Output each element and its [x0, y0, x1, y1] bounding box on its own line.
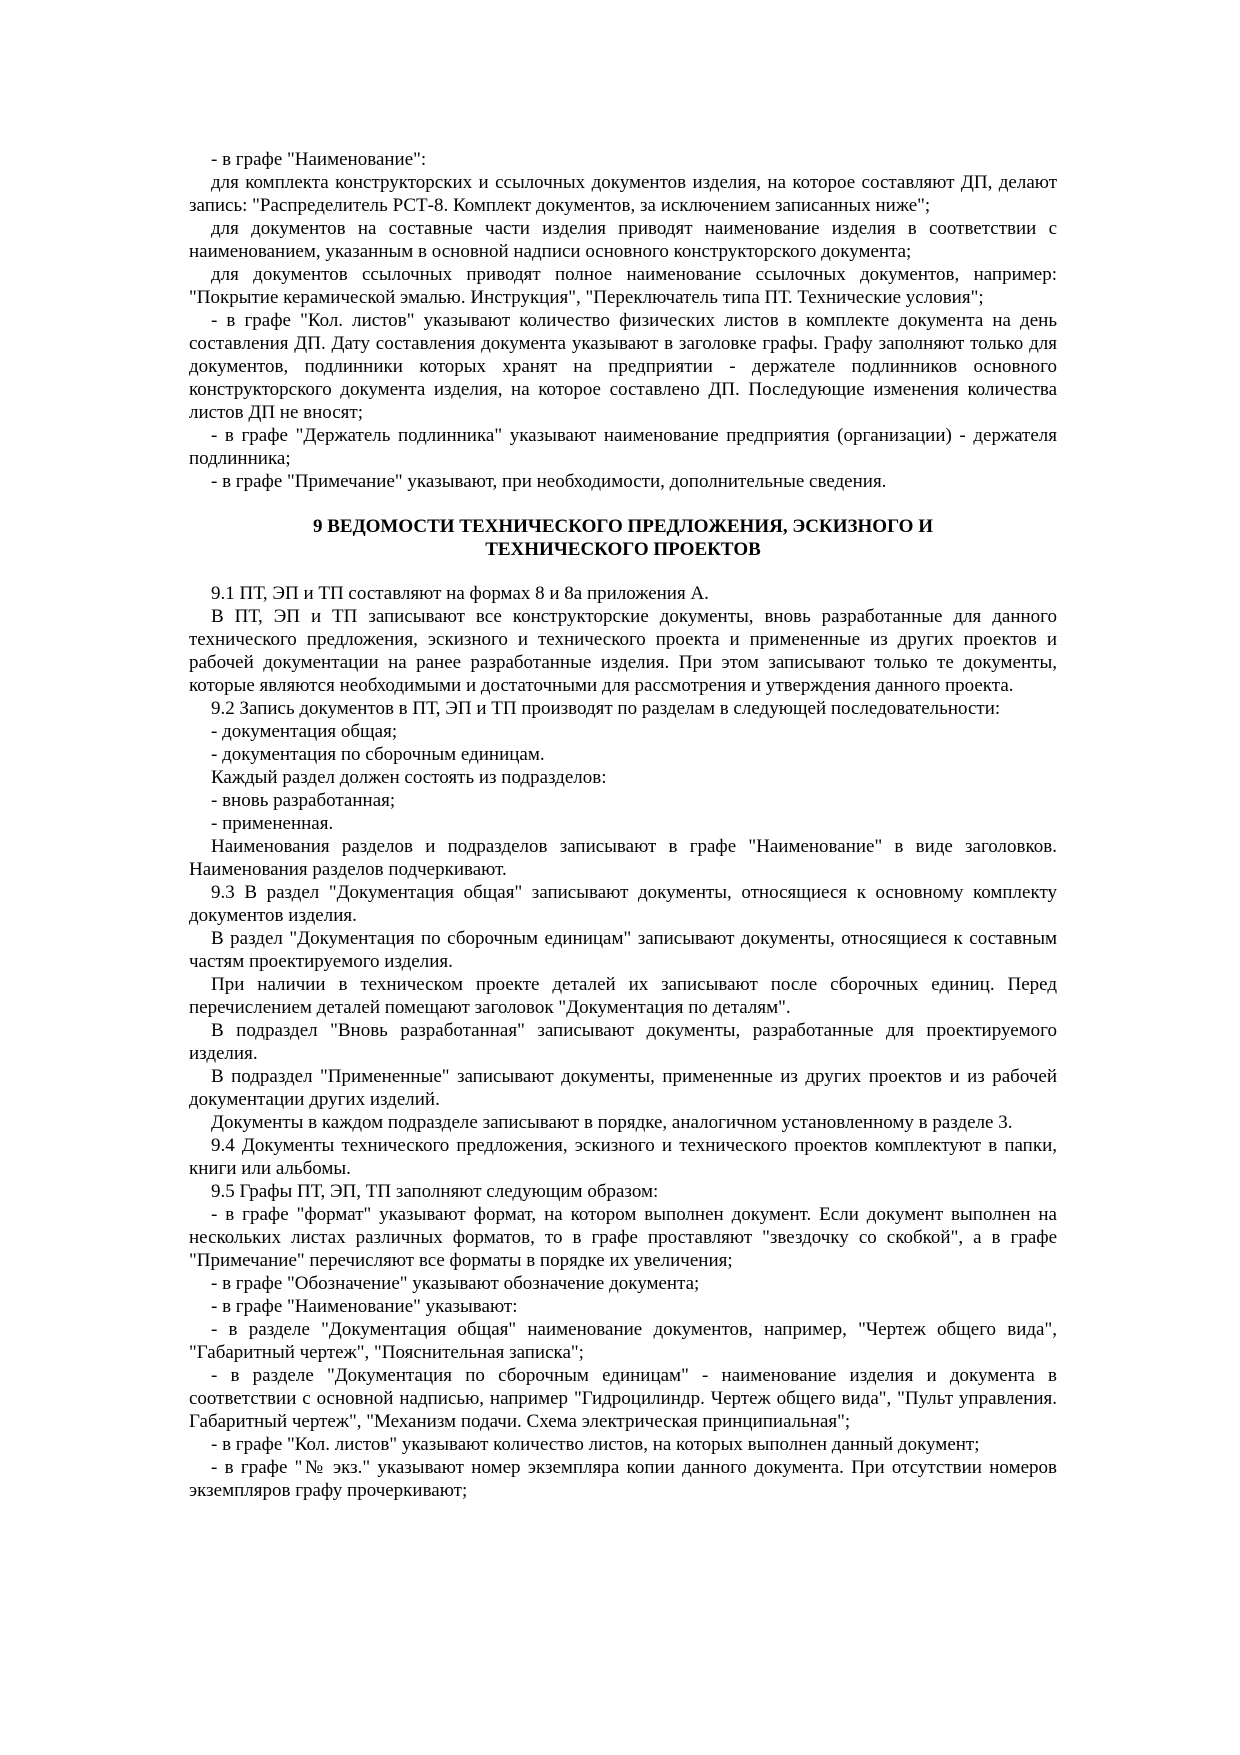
paragraph: В ПТ, ЭП и ТП записывают все конструкторские документы, вновь разработанные для данного технического предложения, эскизного и технического проекта и примененные из других проектов и рабочей документации на ранее разработанные изделия. При этом записывают только те документы, которые являются необходимыми и достаточными для рассмотрения и утверждения данного проекта.	[189, 606, 1057, 696]
paragraph: для комплекта конструкторских и ссылочных документов изделия, на которое составляют ДП, делают запись: "Распределитель РСТ-8. Комплект документов, за исключением записанных ниже";	[189, 172, 1057, 216]
paragraph: для документов ссылочных приводят полное наименование ссылочных документов, например: "Покрытие керамической эмалью. Инструкция", "Переключатель типа ПТ. Технические условия";	[189, 264, 1057, 308]
list-item: - документация по сборочным единицам.	[211, 744, 545, 765]
paragraph: Каждый раздел должен состоять из подразделов:	[211, 767, 607, 788]
list-item: - в графе "Кол. листов" указывают количество листов, на которых выполнен данный документ;	[211, 1434, 980, 1455]
document-page	[189, 148, 1057, 1502]
list-item: - в разделе "Документация по сборочным единицам" - наименование изделия и документа в соответствии с основной надписью, например "Гидроцилиндр. Чертеж общего вида", "Пульт управления. Габаритный чертеж", "Механизм подачи. Схема электрическая принципиальная";	[189, 1365, 1057, 1432]
list-item: - примененная.	[211, 813, 334, 834]
section-heading-line-2: ТЕХНИЧЕСКОГО ПРОЕКТОВ	[485, 539, 761, 560]
paragraph: Документы в каждом подразделе записывают в порядке, аналогичном установленному в разделе 3.	[211, 1112, 1013, 1133]
list-item: - в графе "Наименование" указывают:	[211, 1296, 518, 1317]
paragraph: 9.4 Документы технического предложения, эскизного и технического проектов комплектуют в папки, книги или альбомы.	[189, 1135, 1057, 1179]
paragraph: Наименования разделов и подразделов записывают в графе "Наименование" в виде заголовков. Наименования разделов подчеркивают.	[189, 836, 1057, 880]
paragraph: - в графе "Держатель подлинника" указывают наименование предприятия (организации) - держателя подлинника;	[189, 425, 1057, 469]
section-heading-line-1: 9 ВЕДОМОСТИ ТЕХНИЧЕСКОГО ПРЕДЛОЖЕНИЯ, ЭСКИЗНОГО И	[312, 516, 933, 537]
paragraph: 9.2 Запись документов в ПТ, ЭП и ТП производят по разделам в следующей последовательности:	[211, 698, 1001, 719]
section-heading	[189, 493, 1057, 582]
paragraph: В подраздел "Вновь разработанная" записывают документы, разработанные для проектируемого изделия.	[189, 1020, 1057, 1064]
list-item: - вновь разработанная;	[211, 790, 396, 811]
list-item: - в графе "Обозначение" указывают обозначение документа;	[211, 1273, 700, 1294]
list-item: - в разделе "Документация общая" наименование документов, например, "Чертеж общего вида", "Габаритный чертеж", "Пояснительная записка";	[189, 1319, 1057, 1363]
paragraph: В раздел "Документация по сборочным единицам" записывают документы, относящиеся к составным частям проектируемого изделия.	[189, 928, 1057, 972]
paragraph: - в графе "Примечание" указывают, при необходимости, дополнительные сведения.	[211, 471, 887, 492]
paragraph: - в графе "Кол. листов" указывают количество физических листов в комплекте документа на день составления ДП. Дату составления документа указывают в заголовке графы. Графу заполняют только для документов, подлинники которых хранят на предприятии - держателе подлинников основного конструкторского документа изделия, на которое составлено ДП. Последующие изменения количества листов ДП не вносят;	[189, 310, 1057, 423]
paragraph: При наличии в техническом проекте деталей их записывают после сборочных единиц. Перед перечислением деталей помещают заголовок "Документация по деталям".	[189, 974, 1057, 1018]
paragraph: 9.1 ПТ, ЭП и ТП составляют на формах 8 и 8а приложения А.	[211, 583, 709, 604]
list-item: - в графе "№ экз." указывают номер экземпляра копии данного документа. При отсутствии номеров экземпляров графу прочеркивают;	[189, 1457, 1057, 1501]
list-item: - в графе "формат" указывают формат, на котором выполнен документ. Если документ выполнен на нескольких листах различных форматов, то в графе проставляют "звездочку со скобкой", а в графе "Примечание" перечисляют все форматы в порядке их увеличения;	[189, 1204, 1057, 1271]
list-item: - документация общая;	[211, 721, 398, 742]
paragraph: - в графе "Наименование":	[211, 149, 427, 170]
paragraph: для документов на составные части изделия приводят наименование изделия в соответствии с наименованием, указанным в основной надписи основного конструкторского документа;	[189, 218, 1057, 262]
paragraph: В подраздел "Примененные" записывают документы, примененные из других проектов и из рабочей документации других изделий.	[189, 1066, 1057, 1110]
paragraph: 9.3 В раздел "Документация общая" записывают документы, относящиеся к основному комплекту документов изделия.	[189, 882, 1057, 926]
paragraph: 9.5 Графы ПТ, ЭП, ТП заполняют следующим образом:	[211, 1181, 659, 1202]
